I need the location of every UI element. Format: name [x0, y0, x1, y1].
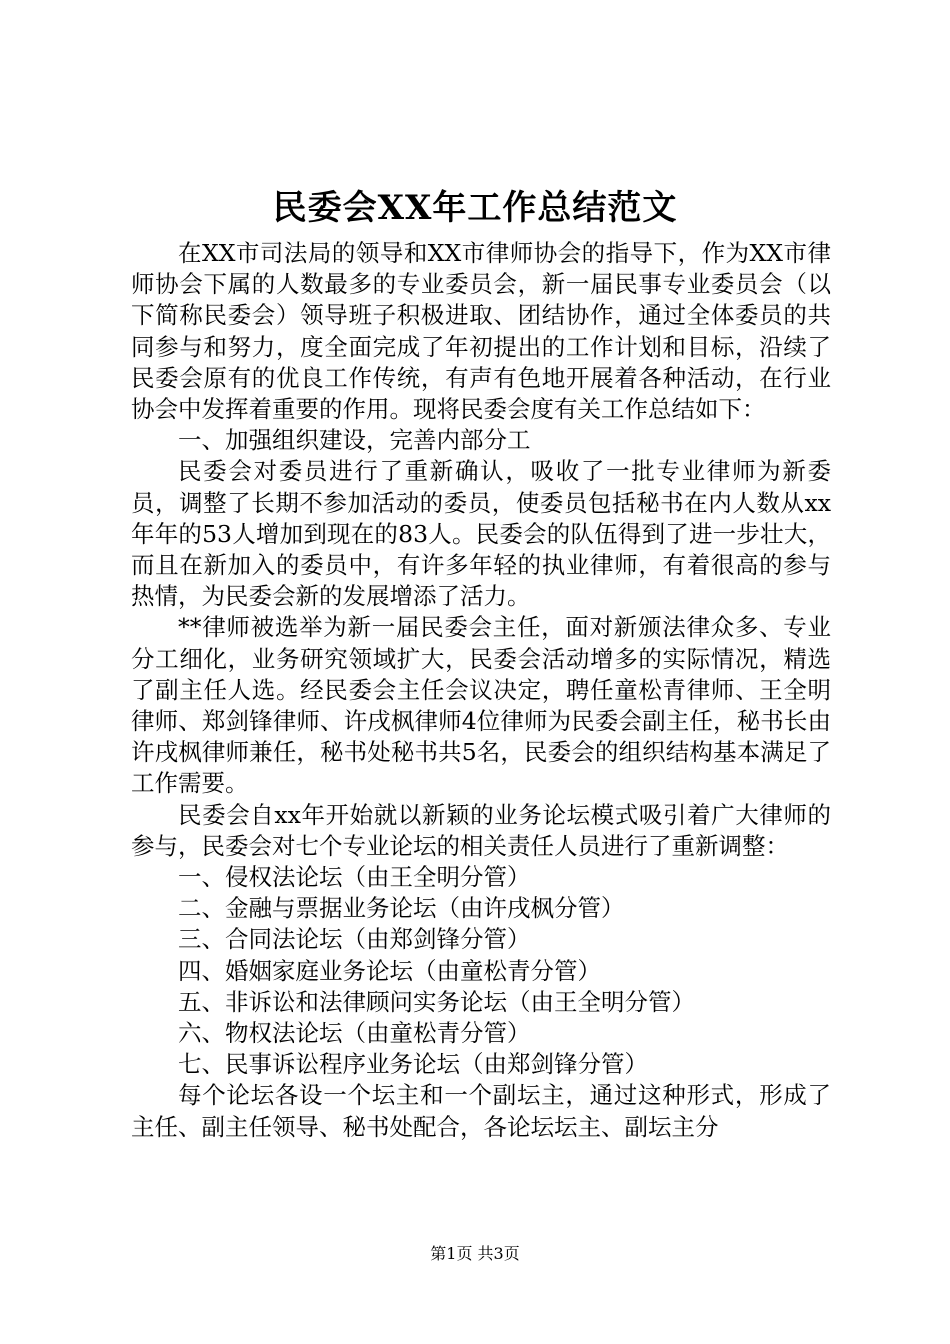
document-title: 民委会XX年工作总结范文: [272, 188, 678, 228]
forum-list-item: 七、民事诉讼程序业务论坛（由郑剑锋分管）: [178, 1050, 648, 1079]
forum-list-item: 三、合同法论坛（由郑剑锋分管）: [178, 925, 531, 954]
forum-list-item: 四、婚姻家庭业务论坛（由童松青分管）: [178, 956, 601, 985]
paragraph-intro: 在XX市司法局的领导和XX市律师协会的指导下，作为XX市律师协会下属的人数最多的专业委员会，新一届民事专业委员会（以下简称民委会）领导班子积极进取、团结协作，通过全体委员的共同参与和努力，度全面完成了年初提出的工作计划和目标，沿续了民委会原有的优良工作传统，有声有色地开展着各种活动，在行业协会中发挥着重要的作用。现将民委会度有关工作总结如下：: [131, 239, 831, 424]
paragraph-leadership: **律师被选举为新一届民委会主任，面对新颁法律众多、专业分工细化，业务研究领域扩大，民委会活动增多的实际情况，精选了副主任人选。经民委会主任会议决定，聘任童松青律师、王全明律师、郑剑锋律师、许戌枫律师4位律师为民委会副主任，秘书长由许戌枫律师兼任，秘书处秘书共5名，民委会的组织结构基本满足了工作需要。: [131, 613, 831, 798]
paragraph-forum-structure: 每个论坛各设一个坛主和一个副坛主，通过这种形式，形成了主任、副主任领导、秘书处配合，各论坛坛主、副坛主分: [131, 1081, 831, 1141]
paragraph-members: 民委会对委员进行了重新确认，吸收了一批专业律师为新委员，调整了长期不参加活动的委员，使委员包括秘书在内人数从xx年年的53人增加到现在的83人。民委会的队伍得到了进一步壮大，而且在新加入的委员中，有许多年轻的执业律师，有着很高的参与热情，为民委会新的发展增添了活力。: [131, 457, 831, 611]
forum-list-item: 五、非诉讼和法律顾问实务论坛（由王全明分管）: [178, 987, 695, 1016]
document-body: [131, 238, 831, 1143]
forum-list-item: 一、侵权法论坛（由王全明分管）: [178, 863, 531, 892]
forum-list-item: 二、金融与票据业务论坛（由许戌枫分管）: [178, 894, 625, 923]
paragraph-forums: 民委会自xx年开始就以新颖的业务论坛模式吸引着广大律师的参与，民委会对七个专业论坛的相关责任人员进行了重新调整：: [131, 800, 831, 860]
forum-list-item: 六、物权法论坛（由童松青分管）: [178, 1019, 531, 1048]
page-number: 第1页 共3页: [430, 1244, 520, 1263]
section-heading-1: 一、加强组织建设，完善内部分工: [178, 426, 531, 455]
